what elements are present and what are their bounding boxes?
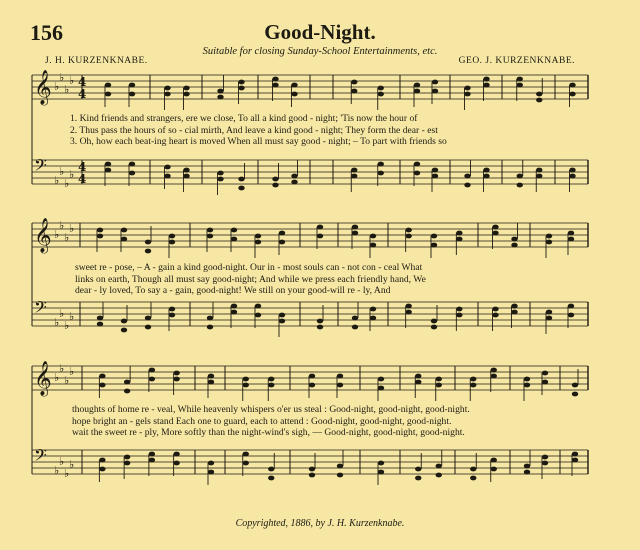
note-head [491,458,497,463]
note-head [121,319,127,324]
note-head [572,458,578,463]
time-signature: 4 [78,172,87,186]
hymn-title: Good-Night. [264,20,376,44]
note-head [432,174,438,179]
note-head [464,174,470,179]
treble-clef-icon: 𝄞 [34,218,52,253]
note-head [279,313,285,318]
note-head [405,234,411,239]
note-head [370,316,376,321]
note-head [568,313,574,318]
note-head [456,313,462,318]
note-head [243,377,249,382]
note-head [415,467,421,472]
note-head [183,168,189,173]
note-head [217,177,223,182]
note-head [238,86,244,91]
note-head [436,464,442,469]
note-head [124,455,130,460]
note-head [291,180,297,185]
note-head [208,380,214,385]
note-head [470,377,476,382]
note-head [517,183,523,188]
note-head [207,228,213,233]
note-head [414,83,420,88]
note-head [291,92,297,97]
note-head [569,168,575,173]
note-head [97,228,103,233]
note-head [243,383,249,388]
note-head [351,80,357,85]
flat-sign-icon: ♭ [64,83,70,96]
note-head [268,467,274,472]
note-head [492,231,498,236]
flat-sign-icon: ♭ [69,310,75,323]
note-head [291,174,297,179]
note-head [99,467,105,472]
note-head [309,383,315,388]
note-head [431,243,437,248]
system-2-lyrics [75,262,585,297]
note-head [378,171,384,176]
note-head [207,316,213,321]
note-head [169,234,175,239]
note-head [542,380,548,385]
time-signature: 4 [78,75,87,89]
note-head [568,231,574,236]
note-head [546,310,552,315]
note-head [569,92,575,97]
note-head [183,92,189,97]
note-head [569,83,575,88]
flat-sign-icon: ♭ [69,74,75,87]
note-head [207,234,213,239]
note-head [243,452,249,457]
page-number: 156 [30,20,63,45]
note-head [173,371,179,376]
note-head [124,461,130,466]
note-head [414,162,420,167]
note-head [217,95,223,100]
note-head [524,377,530,382]
note-head [183,86,189,91]
note-head [568,304,574,309]
bass-clef-icon: 𝄢 [34,155,47,179]
flat-sign-icon: ♭ [64,374,70,387]
note-head [255,313,261,318]
note-head [352,231,358,236]
note-head [99,383,105,388]
note-head [129,83,135,88]
note-head [572,383,578,388]
note-head [99,374,105,379]
flat-sign-icon: ♭ [59,165,65,178]
note-head [492,307,498,312]
note-head [351,89,357,94]
flat-sign-icon: ♭ [54,228,60,241]
bass-clef-icon: 𝄢 [34,445,47,469]
words-credit: J. H. KURZENKNABE. [45,56,148,66]
note-head [268,383,274,388]
note-head [464,92,470,97]
note-head [272,177,278,182]
note-head [169,240,175,245]
note-head [255,234,261,239]
lyric-line: 3. Oh, how each beat-ing heart is moved When all must say good - night; – To part with friends so [70,136,447,147]
flat-sign-icon: ♭ [69,458,75,471]
note-head [436,473,442,478]
note-head [337,473,343,478]
note-head [183,174,189,179]
note-head [129,92,135,97]
note-head [352,325,358,330]
note-head [483,168,489,173]
treble-clef-icon: 𝄞 [34,361,52,396]
note-head [309,374,315,379]
note-head [337,374,343,379]
note-head [231,237,237,242]
note-head [483,77,489,82]
note-head [121,328,127,333]
system-1-lyrics [70,113,590,148]
note-head [546,234,552,239]
note-head [569,174,575,179]
note-head [483,174,489,179]
note-head [217,171,223,176]
note-head [456,231,462,236]
note-head [511,304,517,309]
flat-sign-icon: ♭ [54,80,60,93]
note-head [149,368,155,373]
note-head [164,174,170,179]
note-head [432,80,438,85]
flat-sign-icon: ♭ [64,177,70,190]
note-head [243,461,249,466]
note-head [164,86,170,91]
note-head [272,183,278,188]
note-head [546,316,552,321]
note-head [456,307,462,312]
note-head [470,383,476,388]
note-head [169,313,175,318]
note-head [436,377,442,382]
flat-sign-icon: ♭ [54,371,60,384]
note-head [105,162,111,167]
note-head [378,386,384,391]
note-head [352,316,358,321]
system-3-lyrics [72,404,587,439]
note-head [149,377,155,382]
lyric-line: hope bright an - gels stand Each one to guard, each to attend : Good-night, good-night, good-night. [72,415,452,427]
note-head [145,240,151,245]
note-head [121,237,127,242]
note-head [415,476,421,481]
music-credit: GEO. J. KURZENKNABE. [458,56,575,66]
note-head [431,319,437,324]
note-head [268,377,274,382]
note-head [317,319,323,324]
note-head [231,310,237,315]
note-head [378,92,384,97]
note-head [542,371,548,376]
note-head [169,307,175,312]
flat-sign-icon: ♭ [59,455,65,468]
time-signature: 4 [78,87,87,101]
note-head [207,325,213,330]
note-head [164,165,170,170]
lyric-line: links on earth, Though all must say good-night; And while we press each friendly hand, We [75,273,426,285]
note-head [524,464,530,469]
note-head [238,177,244,182]
flat-sign-icon: ♭ [54,316,60,329]
note-head [378,470,384,475]
note-head [542,461,548,466]
note-head [317,234,323,239]
note-head [432,168,438,173]
bass-clef-icon: 𝄢 [34,297,47,321]
note-head [432,89,438,94]
note-head [517,77,523,82]
note-head [536,174,542,179]
note-head [279,231,285,236]
note-head [105,92,111,97]
note-head [217,89,223,94]
note-head [436,383,442,388]
flat-sign-icon: ♭ [59,362,65,375]
note-head [491,374,497,379]
note-head [231,228,237,233]
note-head [105,83,111,88]
note-head [272,83,278,88]
note-head [255,240,261,245]
flat-sign-icon: ♭ [69,222,75,235]
note-head [378,86,384,91]
note-head [238,80,244,85]
note-head [378,461,384,466]
note-head [511,237,517,242]
note-head [370,234,376,239]
note-head [370,307,376,312]
note-head [97,316,103,321]
flat-sign-icon: ♭ [54,464,60,477]
note-head [405,310,411,315]
note-head [464,183,470,188]
lyric-line: dear - ly loved, To say a - gain, good-night! We still on your good-will re - ly, And [75,285,391,296]
note-head [337,464,343,469]
note-head [149,458,155,463]
note-head [568,237,574,242]
note-head [145,316,151,321]
flat-sign-icon: ♭ [59,307,65,320]
note-head [431,325,437,330]
flat-sign-icon: ♭ [54,174,60,187]
note-head [511,310,517,315]
note-head [370,243,376,248]
note-head [572,392,578,397]
note-head [511,243,517,248]
note-head [272,77,278,82]
note-head [536,98,542,103]
note-head [173,377,179,382]
note-head [351,174,357,179]
note-head [238,186,244,191]
note-head [483,83,489,88]
note-head [542,455,548,460]
note-head [173,461,179,466]
note-head [352,225,358,230]
note-head [378,377,384,382]
note-head [208,374,214,379]
note-head [351,168,357,173]
note-head [464,86,470,91]
note-head [255,304,261,309]
note-head [317,225,323,230]
flat-sign-icon: ♭ [59,71,65,84]
note-head [536,168,542,173]
flat-sign-icon: ♭ [59,219,65,232]
note-head [491,467,497,472]
note-head [268,476,274,481]
flat-sign-icon: ♭ [69,365,75,378]
note-head [231,304,237,309]
note-head [208,461,214,466]
note-head [415,374,421,379]
note-head [105,168,111,173]
note-head [291,83,297,88]
note-head [524,383,530,388]
note-head [97,322,103,327]
note-head [309,473,315,478]
note-head [145,325,151,330]
note-head [572,452,578,457]
note-head [121,228,127,233]
lyric-line: 1. Kind friends and strangers, ere we close, To all a kind good - night; 'Tis now the hour of [70,113,418,124]
note-head [405,304,411,309]
note-head [279,319,285,324]
note-head [431,234,437,239]
flat-sign-icon: ♭ [64,319,70,332]
note-head [164,92,170,97]
note-head [99,458,105,463]
hymn-subtitle: Suitable for closing Sunday-School Entertainments, etc. [202,46,438,57]
note-head [414,171,420,176]
note-head [491,368,497,373]
note-head [517,174,523,179]
note-head [124,380,130,385]
treble-clef-icon: 𝄞 [34,70,52,105]
note-head [378,162,384,167]
note-head [470,467,476,472]
note-head [173,452,179,457]
note-head [524,470,530,475]
note-head [317,325,323,330]
note-head [492,225,498,230]
time-signature: 4 [78,160,87,174]
note-head [517,83,523,88]
note-head [415,380,421,385]
note-head [456,237,462,242]
note-head [405,228,411,233]
note-head [129,162,135,167]
note-head [470,476,476,481]
note-head [145,249,151,254]
note-head [492,313,498,318]
lyric-line: wait the sweet re - ply, More softly than the night-wind's sigh, — Good-night, good-night, good-night. [72,427,465,438]
flat-sign-icon: ♭ [64,467,70,480]
note-head [546,240,552,245]
copyright-notice: Copyrighted, 1886, by J. H. Kurzenknabe. [235,518,405,529]
lyric-line: thoughts of home re - veal, While heavenly whispers o'er us steal : Good-night, good-night, good-night. [72,404,470,415]
note-head [279,240,285,245]
note-head [149,452,155,457]
note-head [536,92,542,97]
lyric-line: 2. Thus pass the hours of so - cial mirth, And leave a kind good - night; They form the dear - est [70,124,438,136]
note-head [309,467,315,472]
note-head [97,234,103,239]
lyric-line: sweet re - pose, – A - gain a kind good-night. Our in - most souls can - not con - ceal What [75,262,423,273]
note-head [337,383,343,388]
note-head [208,470,214,475]
note-head [414,89,420,94]
flat-sign-icon: ♭ [64,231,70,244]
note-head [129,171,135,176]
note-head [124,389,130,394]
flat-sign-icon: ♭ [69,168,75,181]
